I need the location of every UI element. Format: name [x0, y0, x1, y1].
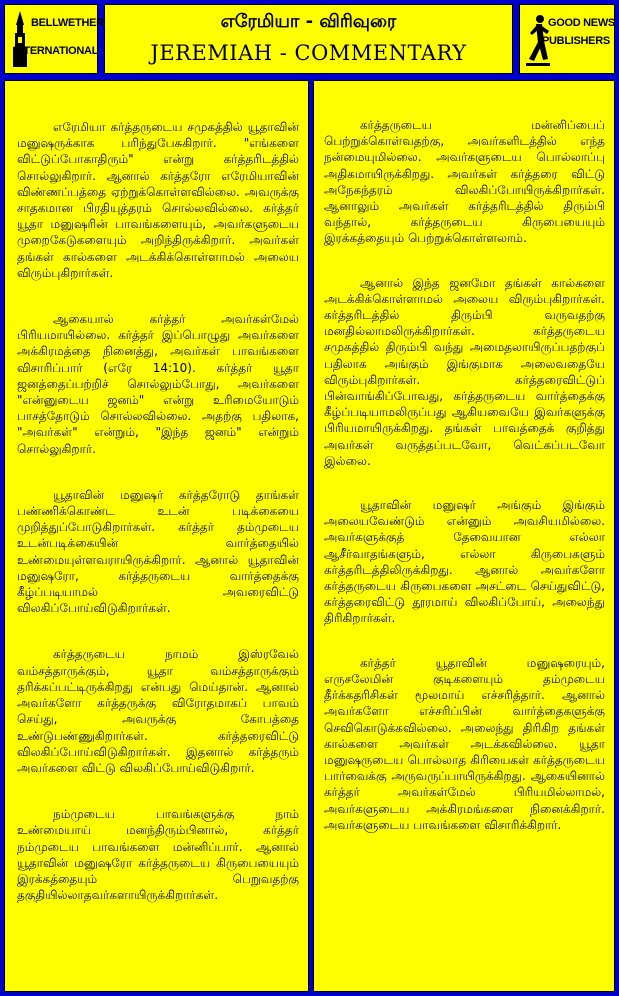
bellwether-logo [4, 4, 104, 74]
paragraph: எரேமியா கர்த்தருடைய சமுகத்தில் யூதாவின் மனுஷருக்காக பரிந்துபேசுகிறார். "எங்களை விட்டுப்போகாதிரும்" என்று கர்த்தரிடத்தில் சொல்லுகிறார். ஆனால் கர்த்தரோ எரேமியாவின் விண்ணப்பத்தை ஏற்றுக்கொள்ளவில்லை. அவருக்கு சாதகமான பிரதியுத்தரம் சொல்லவில்லை. கர்த்தர் யூதா மனுஷரின் பாவங்களையும், அவர்களுடைய முறைகேடுகளையும் அறிந்திருக்கிறார். அவர்கள் தங்கள் கால்களை அடக்கிக்கொள்ளாமல் அலைய விரும்புகிறார்கள். [17, 120, 299, 280]
paragraph: ஆனால் இந்த ஜனமோ தங்கள் கால்களை அடக்கிக்கொள்ளாமல் அலைய விரும்புகிறார்கள். கர்த்தரிடத்தில் திரும்பி வருவதற்கு மனதில்லாமலிருக்கிறார்கள். கர்த்தருடைய சமுகத்தில் திரும்பி வந்து அமைதலாயிருப்பதற்குப் பதிலாக அங்கும் இங்குமாக அலைவதையே விரும்புகிறார்கள். கர்த்தரைவிட்டுப் பின்வாங்கிப்போவது, கர்த்தருடைய வார்த்தைக்கு கீழ்ப்படியாமலிருப்பது ஆகியவையே இவர்களுக்கு பிரியமாயிருக்கிறது. தங்கள் பாவத்தைக் குறித்து அவர்கள் வருத்தப்படவோ, வெட்கப்படவோ இல்லை. [324, 275, 605, 468]
logo-left-line1: BELLWETHER [31, 17, 104, 29]
paragraph: ஆகையால் கர்த்தர் அவர்கள்மேல் பிரியமாயில்லை. கர்த்தர் இப்பொழுது அவர்களை அக்கிரமத்தை நினைத்து, அவர்கள் பாவங்களை விசாரிப்பார் (எரே 14:10). கர்த்தர் யூதா ஜனத்தைப்பற்றிச் சொல்லும்போது, அவர்களை "என்னுடைய ஜனம்" என்று உரிமையோடும் பாசத்தோடும் சொல்லவில்லை. அதற்கு பதிலாக, "அவர்கள்" என்றும், "இந்த ஜனம்" என்றும் சொல்லுகிறார். [17, 312, 299, 456]
paragraph: யூதாவின் மனுஷர் கர்த்தரோடு தாங்கள் பண்ணிக்கொண்ட உடன் படிக்கையை முறித்துப்போடுகிறார்கள். கர்த்தர் தம்முடைய உடன்படிக்கையின் வார்த்தையில் உண்மையுள்ளவராயிருக்கிறார். ஆனால் யூதாவின் மனுஷரோ, கர்த்தருடைய வார்த்தைக்கு கீழ்ப்படியாமல் அவரைவிட்டு விலகிப்போய்விடுகிறார்கள். [17, 487, 299, 616]
title-tamil: எரேமியா - விரிவுரை [220, 11, 397, 32]
commentary-column-right [313, 80, 615, 992]
logo-right-line2: PUBLISHERS [542, 35, 610, 47]
paragraph: நம்முடைய பாவங்களுக்கு நாம் உண்மையாய் மனந்திரும்பினால், கர்த்தர் நம்முடைய பாவங்களை மன்னிப்பார். ஆனால் யூதாவின் மனுஷரோ கர்த்தருடைய கிருபையையும் இரக்கத்தையும் பெறுவதற்கு தகுதியில்லாதவர்களாயிருக்கிறார்கள். [17, 807, 299, 903]
paragraph: யூதாவின் மனுஷர் அங்கும் இங்கும் அலையவேண்டும் என்னும் அவசியமில்லை. அவர்களுக்குத் தேவையான எல்லா ஆசீர்வாதங்களும், எல்லா கிருபைகளும் கர்த்தரிடத்திலிருக்கிறது. ஆனால் அவர்களோ கர்த்தருடைய கிருபைகளை அசட்டை செய்துவிட்டு, கர்த்தரைவிட்டு தூரமாய் விலகிப்போய், அலைந்து திரிகிறார்கள். [324, 498, 605, 626]
bell-tower-icon [9, 9, 31, 71]
commentary-column-left [4, 80, 309, 992]
paragraph: கர்த்தருடைய நாமம் இஸ்ரவேல் வம்சத்தாருக்கும், யூதா வம்சத்தாருக்கும் தரிக்கப்பட்டிருக்கிறது என்பது மெய்தான். ஆனால் அவர்களோ கர்த்தருக்கு விரோதமாகப் பாவம் செய்து, அவருக்கு கோபத்தை உண்டுபண்ணுகிறார்கள். கர்த்தரைவிட்டு விலகிப்போய்விடுகிறார்கள். இதனால் கர்த்தரும் அவர்களை விட்டு விலகிப்போய்விடுகிறார். [17, 647, 299, 775]
paragraph: கர்த்தருடைய மன்னிப்பைப் பெற்றுக்கொள்வதற்கு, அவர்களிடத்தில் எந்த நன்மையுமில்லை. அவர்களுடைய பொல்லாப்பு அதிகமாயிருக்கிறது. அவர்கள் கர்த்தரை விட்டு அநேகந்தரம் விலகிப்போயிருக்கிறார்கள். ஆனாலும் அவர்கள் கர்த்தரிடத்தில் திரும்பி வந்தால், கர்த்தருடைய கிருபையையும் இரக்கத்தையும் பெற்றுக்கொள்ளலாம். [324, 118, 605, 246]
paragraph: கர்த்தர் யூதாவின் மனுஷரையும், எருசலேமின் குடிகளையும் தம்முடைய தீர்க்கதரிசிகள் மூலமாய் எச்சரித்தார். ஆனால் அவர்களோ எச்சரிப்பின் வார்த்தைகளுக்கு செவிகொடுக்கவில்லை. அலைந்து திரிகிற தங்கள் கால்களை அவர்கள் அடக்கவில்லை. யூதா மனுஷருடைய பொல்லாத கிரியைகள் கர்த்தருடைய பார்வைக்கு அருவருப்பாயிருக்கிறது. ஆகையினால் கர்த்தர் அவர்கள்மேல் பிரியமில்லாமல், அவர்களுடைய அக்கிரமங்களை நினைக்கிறார். அவர்களுடைய பாவங்களை விசாரிக்கிறார். [324, 655, 605, 832]
title-english: JEREMIAH - COMMENTARY [150, 41, 467, 65]
logo-right-line1: GOOD NEWS [548, 17, 615, 29]
title-banner [104, 4, 513, 74]
logo-left-line2: INTERNATIONAL [13, 45, 99, 57]
good-news-logo [519, 4, 615, 74]
